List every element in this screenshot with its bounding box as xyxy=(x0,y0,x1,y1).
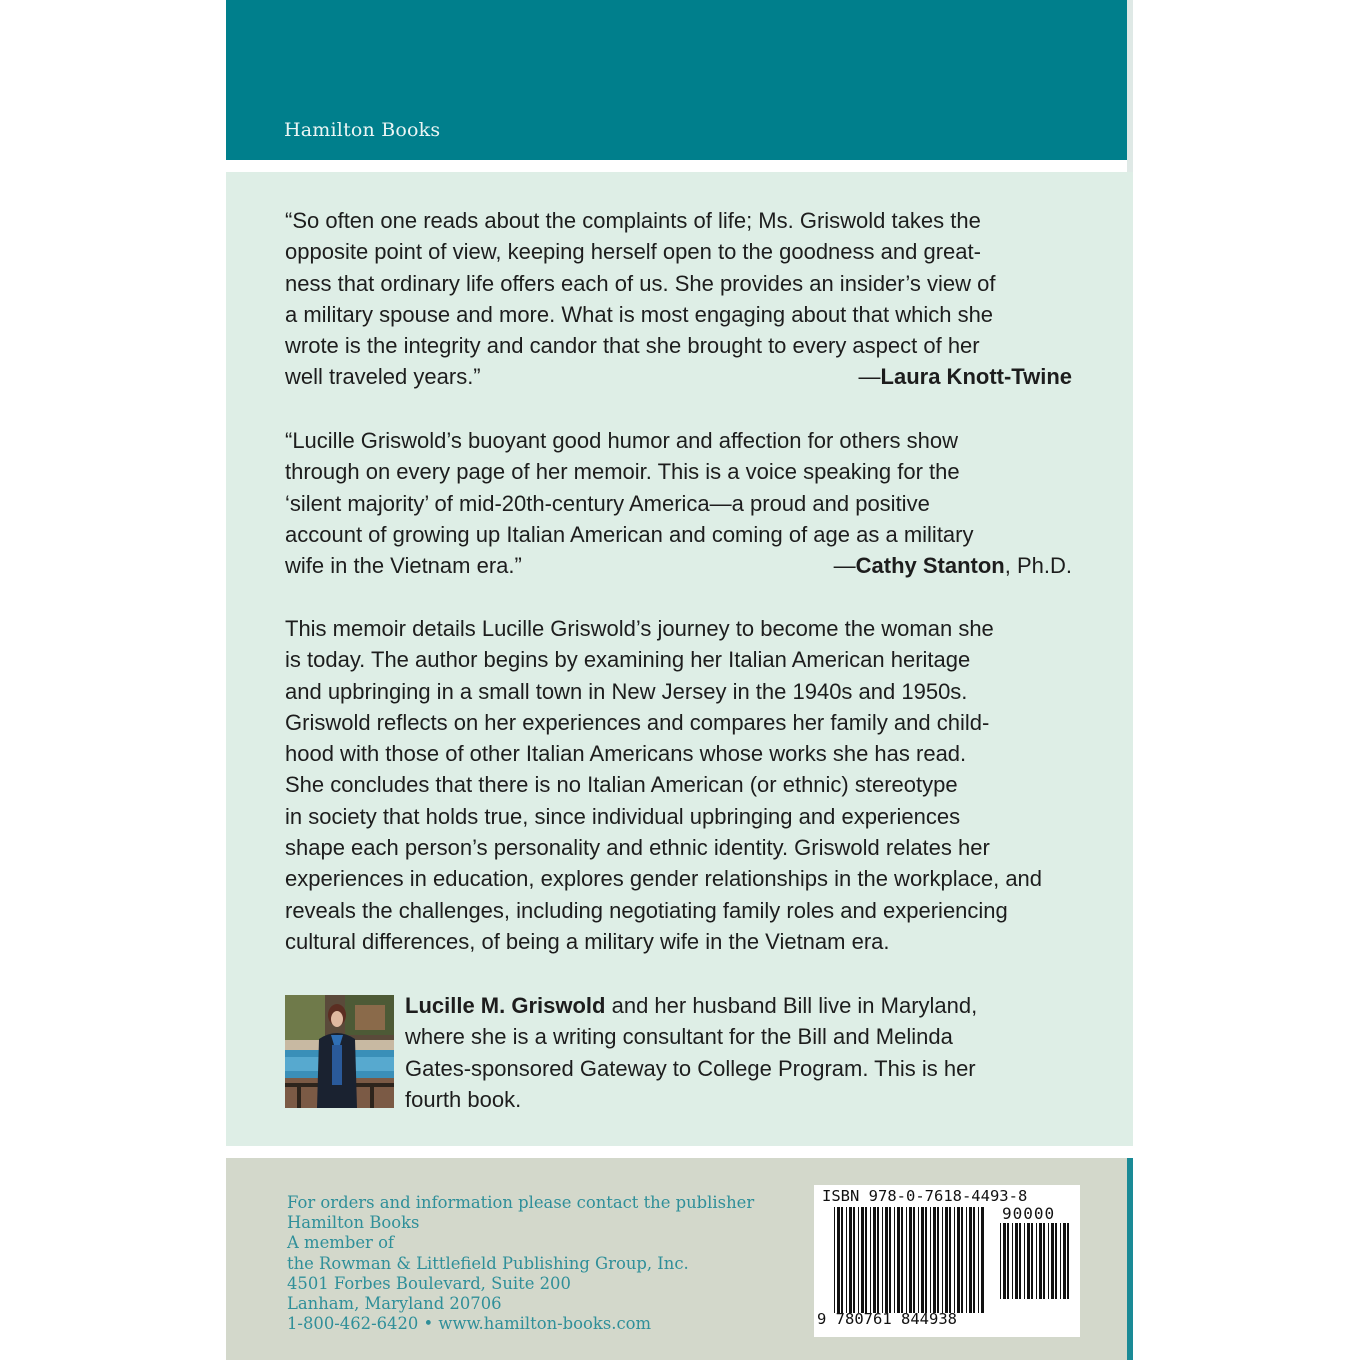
author-photo xyxy=(285,995,394,1108)
barcode-bar xyxy=(1031,1223,1033,1299)
bio-line: where she is a writing consultant for the Bill and Melinda xyxy=(405,1024,953,1050)
footer-edge xyxy=(1127,1158,1133,1360)
barcode-bar xyxy=(1003,1223,1006,1299)
barcode-bar xyxy=(1019,1223,1021,1299)
barcode-bar xyxy=(834,1207,835,1313)
barcode-bar xyxy=(957,1207,960,1313)
quote-attribution: —Laura Knott-Twine xyxy=(858,364,1072,390)
description-line: She concludes that there is no Italian American (or ethnic) stereotype xyxy=(285,772,958,798)
barcode-bar xyxy=(837,1207,840,1313)
contact-line: 1-800-462-6420 • www.hamilton-books.com xyxy=(287,1314,652,1334)
description-line: cultural differences, of being a military wife in the Vietnam era. xyxy=(285,928,890,954)
barcode-bar xyxy=(1036,1223,1037,1299)
quote-line: through on every page of her memoir. This is a voice speaking for the xyxy=(285,459,960,485)
quote-line: “So often one reads about the complaints of life; Ms. Griswold takes the xyxy=(285,208,981,233)
quote-line: wife in the Vietnam era.” xyxy=(285,553,522,579)
barcode-bar xyxy=(861,1207,864,1313)
contact-line: Lanham, Maryland 20706 xyxy=(287,1294,502,1314)
barcode-bar xyxy=(846,1207,847,1313)
barcode-bar xyxy=(897,1207,900,1313)
barcode-bar xyxy=(1039,1223,1042,1299)
contact-line: Hamilton Books xyxy=(287,1213,420,1233)
publisher-contact xyxy=(287,1193,754,1334)
barcode-bar xyxy=(885,1207,888,1313)
description-line: experiences in education, explores gender relationships in the workplace, and xyxy=(285,866,1043,892)
barcode-bar xyxy=(1048,1223,1049,1299)
description-line: is today. The author begins by examining her Italian American heritage xyxy=(285,647,971,673)
bio-line: Lucille M. Griswold and her husband Bill live in Maryland, xyxy=(405,993,978,1018)
quote-line: account of growing up Italian American and coming of age as a military xyxy=(285,521,974,547)
barcode-bar xyxy=(945,1207,948,1313)
barcode-bar xyxy=(909,1207,912,1313)
barcode-bar xyxy=(1067,1223,1069,1299)
author-name: Lucille M. Griswold xyxy=(405,993,606,1018)
barcode-bar xyxy=(1055,1223,1057,1299)
ean-digits: 9 780761 844938 xyxy=(817,1310,957,1328)
bio-line: fourth book. xyxy=(405,1086,522,1112)
barcode-bar xyxy=(906,1207,907,1313)
barcode-bar xyxy=(933,1207,936,1313)
header-band xyxy=(226,0,1127,160)
price-code: 90000 xyxy=(1002,1204,1056,1223)
contact-line: For orders and information please contact the publisher xyxy=(287,1193,755,1212)
barcode-bar xyxy=(949,1207,951,1313)
main-panel xyxy=(226,172,1133,1146)
barcode-bar xyxy=(1063,1223,1066,1299)
barcode-bar xyxy=(930,1207,931,1313)
quote-attribution: —Cathy Stanton, Ph.D. xyxy=(833,553,1072,579)
contact-line: the Rowman & Littlefield Publishing Group, Inc. xyxy=(287,1253,689,1273)
quote-cathy-stanton xyxy=(285,425,1072,581)
back-cover xyxy=(226,0,1133,1360)
barcode-bar xyxy=(877,1207,879,1313)
author-bio xyxy=(285,990,1072,1115)
barcode-bar xyxy=(966,1207,967,1313)
barcode-bar xyxy=(913,1207,915,1313)
barcode-bar xyxy=(901,1207,903,1313)
quote-line: well traveled years.” xyxy=(285,364,481,390)
barcode-bar xyxy=(1007,1223,1009,1299)
barcode-bar xyxy=(1000,1223,1001,1299)
barcode-bar xyxy=(1043,1223,1045,1299)
contact-line: 4501 Forbes Boulevard, Suite 200 xyxy=(287,1273,571,1293)
bio-line: Gates-sponsored Gateway to College Program. This is her xyxy=(405,1055,976,1081)
barcode-bar xyxy=(894,1207,895,1313)
barcode-bar xyxy=(1024,1223,1025,1299)
barcode-bar xyxy=(981,1207,984,1313)
barcode-bar xyxy=(1027,1223,1030,1299)
quote-line: a military spouse and more. What is most engaging about that which she xyxy=(285,301,994,327)
description-line: and upbringing in a small town in New Jersey in the 1940s and 1950s. xyxy=(285,678,968,704)
barcode-bar xyxy=(849,1207,852,1313)
barcode-bar xyxy=(858,1207,859,1313)
quote-line: opposite point of view, keeping herself open to the goodness and great- xyxy=(285,239,981,265)
barcode-bar xyxy=(870,1207,871,1313)
barcode-bar xyxy=(889,1207,891,1313)
contact-line: A member of xyxy=(287,1233,395,1253)
barcode-bar xyxy=(1015,1223,1018,1299)
description-line: reveals the challenges, including negotiating family roles and experiencing xyxy=(285,897,1008,923)
quote-line: “Lucille Griswold’s buoyant good humor and affection for others show xyxy=(285,428,959,453)
barcode-bar xyxy=(925,1207,927,1313)
attribution-name: Laura Knott-Twine xyxy=(880,364,1072,390)
barcode-bar xyxy=(973,1207,975,1313)
footer-panel xyxy=(226,1158,1127,1360)
description-line: This memoir details Lucille Griswold’s journey to become the woman she xyxy=(285,616,994,641)
barcode-bar xyxy=(918,1207,919,1313)
barcode-bar xyxy=(937,1207,939,1313)
publisher-name: Hamilton Books xyxy=(284,119,441,141)
barcode-bar xyxy=(1051,1223,1054,1299)
quote-last-line xyxy=(285,550,1072,581)
barcode-bar xyxy=(1012,1223,1013,1299)
barcode-bar xyxy=(921,1207,924,1313)
barcode-bar xyxy=(954,1207,955,1313)
barcode-bar xyxy=(961,1207,963,1313)
description-line: shape each person’s personality and ethnic identity. Griswold relates her xyxy=(285,835,990,861)
quote-last-line xyxy=(285,361,1072,392)
description-line: hood with those of other Italian Americans whose works she has read. xyxy=(285,741,967,767)
quote-line: wrote is the integrity and candor that she brought to every aspect of her xyxy=(285,333,980,359)
barcode-bar xyxy=(978,1207,979,1313)
barcode-bar xyxy=(969,1207,972,1313)
barcode-bar xyxy=(882,1207,883,1313)
barcode-bar xyxy=(873,1207,876,1313)
isbn-label: ISBN 978-0-7618-4493-8 xyxy=(822,1187,1028,1205)
barcode-bar xyxy=(865,1207,867,1313)
description-line: in society that holds true, since individual upbringing and experiences xyxy=(285,803,961,829)
barcode-bar xyxy=(942,1207,943,1313)
isbn-barcode xyxy=(814,1185,1080,1337)
description-line: Griswold reflects on her experiences and compares her family and child- xyxy=(285,709,990,735)
attribution-name: Cathy Stanton xyxy=(855,553,1005,579)
book-description xyxy=(285,613,1072,957)
barcode-bar xyxy=(1060,1223,1061,1299)
quote-laura-knott-twine xyxy=(285,205,1072,393)
barcode-bar xyxy=(841,1207,843,1313)
quote-line: ‘silent majority’ of mid-20th-century America—a proud and positive xyxy=(285,490,930,516)
barcode-bar xyxy=(853,1207,855,1313)
quote-line: ness that ordinary life offers each of us. She provides an insider’s view of xyxy=(285,270,996,296)
